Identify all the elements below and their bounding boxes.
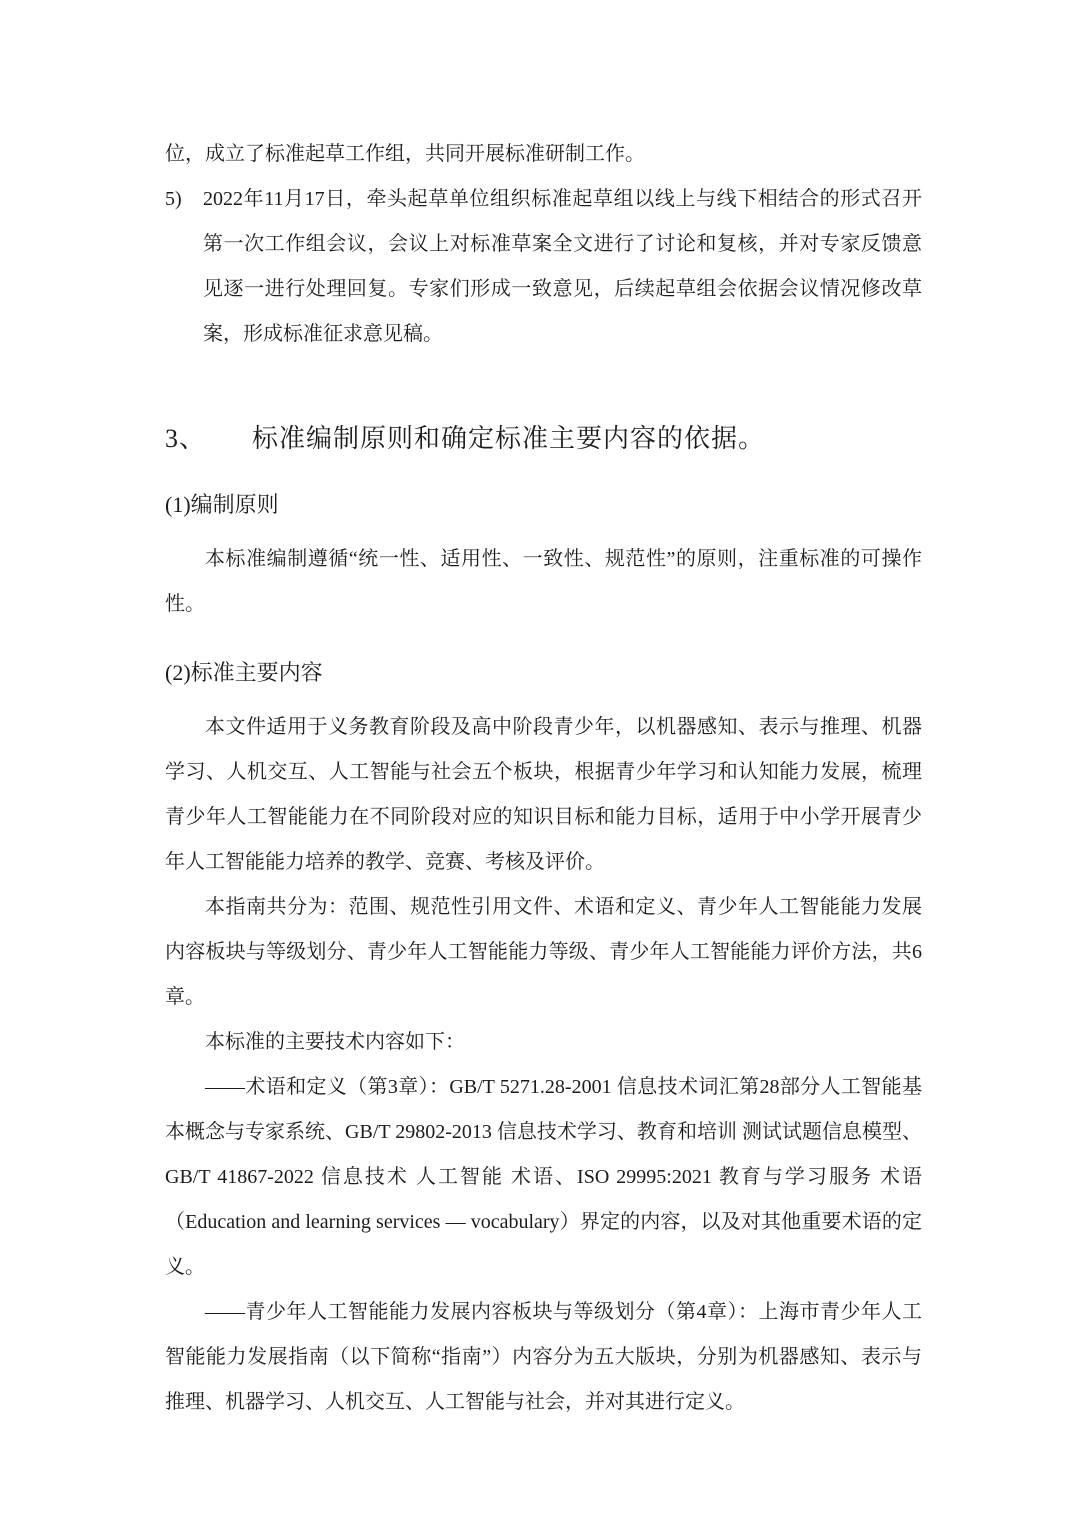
- subsection-2-paragraph-3: 本标准的主要技术内容如下：: [205, 1031, 465, 1053]
- subsection-1-heading: (1)编制原则: [165, 492, 279, 517]
- list-item-5: [165, 177, 922, 357]
- section-3-number: 3、: [165, 424, 207, 453]
- subsection-2-heading: (2)标准主要内容: [165, 660, 323, 685]
- section-3-title: 标准编制原则和确定标准主要内容的依据。: [252, 424, 766, 453]
- subsection-2-paragraph-2: 本指南共分为：范围、规范性引用文件、术语和定义、青少年人工智能能力发展内容板块与等级划分、青少年人工智能能力等级、青少年人工智能能力评价方法，共6章。: [165, 896, 922, 1008]
- list-item-5-text: 2022年11月17日，牵头起草单位组织标准起草组以线上与线下相结合的形式召开第一次工作组会议，会议上对标准草案全文进行了讨论和复核，并对专家反馈意见逐一进行处理回复。专家们形成一致意见，后续起草组会依据会议情况修改草案，形成标准征求意见稿。: [203, 188, 922, 345]
- subsection-2-paragraph-4: ——术语和定义（第3章）：GB/T 5271.28-2001 信息技术词汇第28部分人工智能基本概念与专家系统、GB/T 29802-2013 信息技术学习、教育和培训 测试试题信息模型、GB/T 41867-2022 信息技术 人工智能 术语、ISO 29995:2021 教育与学习服务 术语（Education and learning services — vocabulary）界定的内容，以及对其他重要术语的定义。: [165, 1076, 922, 1278]
- list-item-4-continuation: 位，成立了标准起草工作组，共同开展标准研制工作。: [165, 143, 645, 165]
- list-item-5-marker: 5): [165, 188, 182, 210]
- subsection-1-paragraph: 本标准编制遵循“统一性、适用性、一致性、规范性”的原则，注重标准的可操作性。: [165, 548, 922, 615]
- section-3-heading: [165, 419, 922, 459]
- subsection-2-paragraph-5: ——青少年人工智能能力发展内容板块与等级划分（第4章）：上海市青少年人工智能能力发展指南（以下简称“指南”）内容分为五大版块，分别为机器感知、表示与推理、机器学习、人机交互、人工智能与社会，并对其进行定义。: [165, 1301, 922, 1413]
- subsection-2-paragraph-1: 本文件适用于义务教育阶段及高中阶段青少年，以机器感知、表示与推理、机器学习、人机交互、人工智能与社会五个板块，根据青少年学习和认知能力发展，梳理青少年人工智能能力在不同阶段对应的知识目标和能力目标，适用于中小学开展青少年人工智能能力培养的教学、竞赛、考核及评价。: [165, 716, 922, 873]
